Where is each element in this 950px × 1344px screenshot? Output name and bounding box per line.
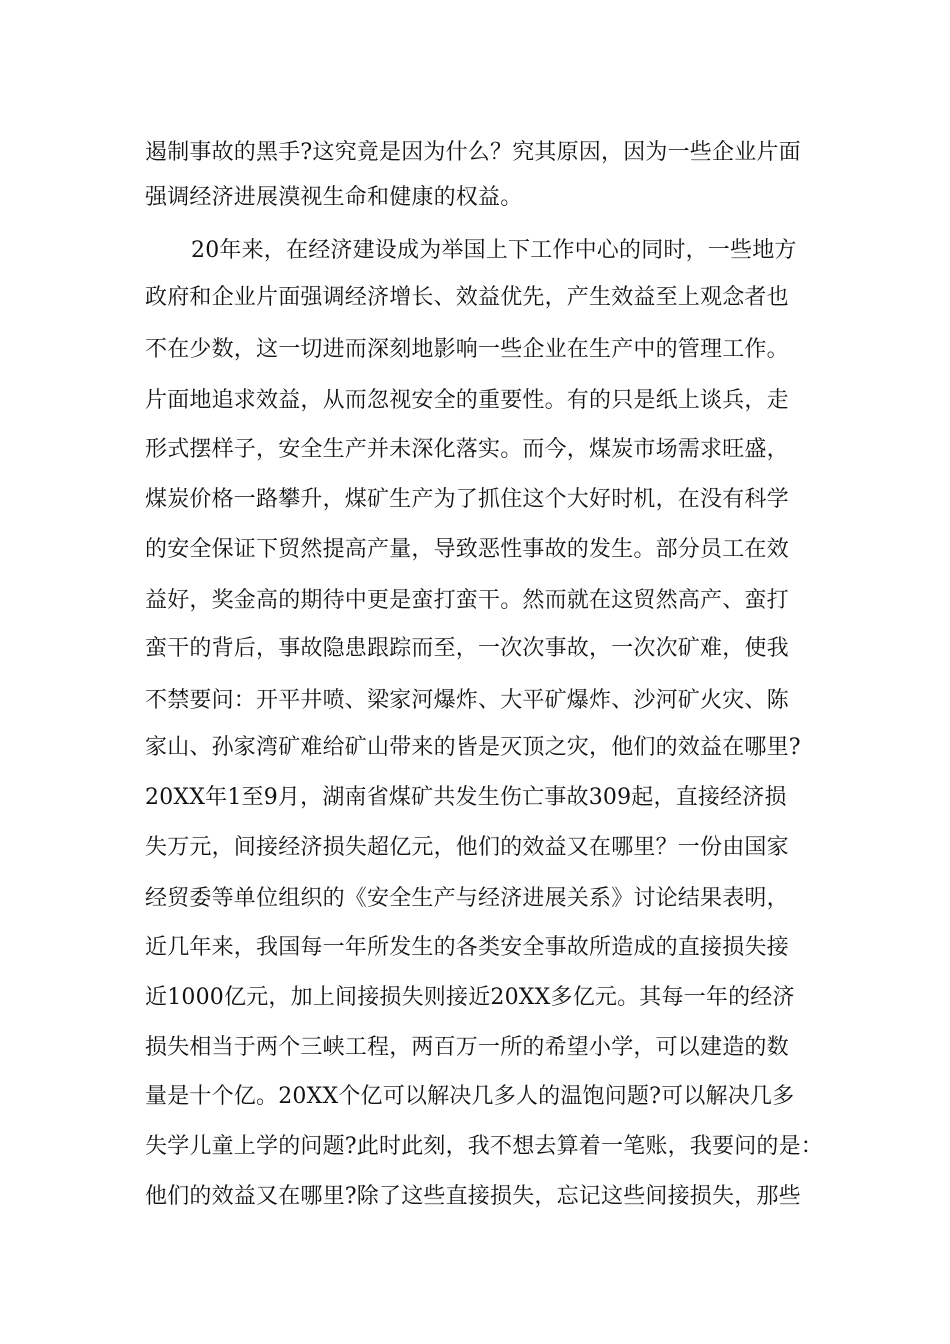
- text-line: 量是十个亿。20XX个亿可以解决几多人的温饱问题?可以解决几多: [145, 1084, 795, 1109]
- text-line: 失学儿童上学的问题?此时此刻，我不想去算着一笔账，我要问的是：: [145, 1134, 823, 1159]
- text-line: 片面地追求效益，从而忽视安全的重要性。有的只是纸上谈兵，走: [145, 388, 789, 413]
- text-line: 不在少数，这一切进而深刻地影响一些企业在生产中的管理工作。: [145, 337, 789, 362]
- paragraph-start-line: 20年来，在经济建设成为举国上下工作中心的同时，一些地方: [191, 238, 797, 263]
- text-line: 遏制事故的黑手?这究竟是因为什么？究其原因，因为一些企业片面: [145, 140, 801, 165]
- text-line: 失万元，间接经济损失超亿元，他们的效益又在哪里？一份由国家: [145, 835, 789, 860]
- text-line: 政府和企业片面强调经济增长、效益优先，产生效益至上观念者也: [145, 285, 789, 310]
- text-line: 煤炭价格一路攀升，煤矿生产为了抓住这个大好时机，在没有科学: [145, 487, 789, 512]
- text-line: 蛮干的背后，事故隐患跟踪而至，一次次事故，一次次矿难，使我: [145, 636, 789, 661]
- text-line: 近几年来，我国每一年所发生的各类安全事故所造成的直接损失接: [145, 935, 789, 960]
- text-line: 20XX年1至9月，湖南省煤矿共发生伤亡事故309起，直接经济损: [145, 785, 787, 810]
- text-line: 强调经济进展漠视生命和健康的权益。: [145, 185, 523, 210]
- text-line: 不禁要问：开平井喷、梁家河爆炸、大平矿爆炸、沙河矿火灾、陈: [145, 688, 789, 713]
- text-line: 形式摆样子，安全生产并未深化落实。而今，煤炭市场需求旺盛，: [145, 437, 789, 462]
- text-line: 近1000亿元，加上间接损失则接近20XX多亿元。其每一年的经济: [145, 985, 795, 1010]
- text-line: 益好，奖金高的期待中更是蛮打蛮干。然而就在这贸然高产、蛮打: [145, 588, 789, 613]
- text-line: 损失相当于两个三峡工程，两百万一所的希望小学，可以建造的数: [145, 1035, 789, 1060]
- text-line: 家山、孙家湾矿难给矿山带来的皆是灭顶之灾，他们的效益在哪里?: [145, 735, 801, 760]
- text-line: 经贸委等单位组织的《安全生产与经济进展关系》讨论结果表明，: [145, 886, 789, 911]
- text-line: 的安全保证下贸然提高产量，导致恶性事故的发生。部分员工在效: [145, 537, 789, 562]
- text-line: 他们的效益又在哪里?除了这些直接损失，忘记这些间接损失，那些: [145, 1184, 801, 1209]
